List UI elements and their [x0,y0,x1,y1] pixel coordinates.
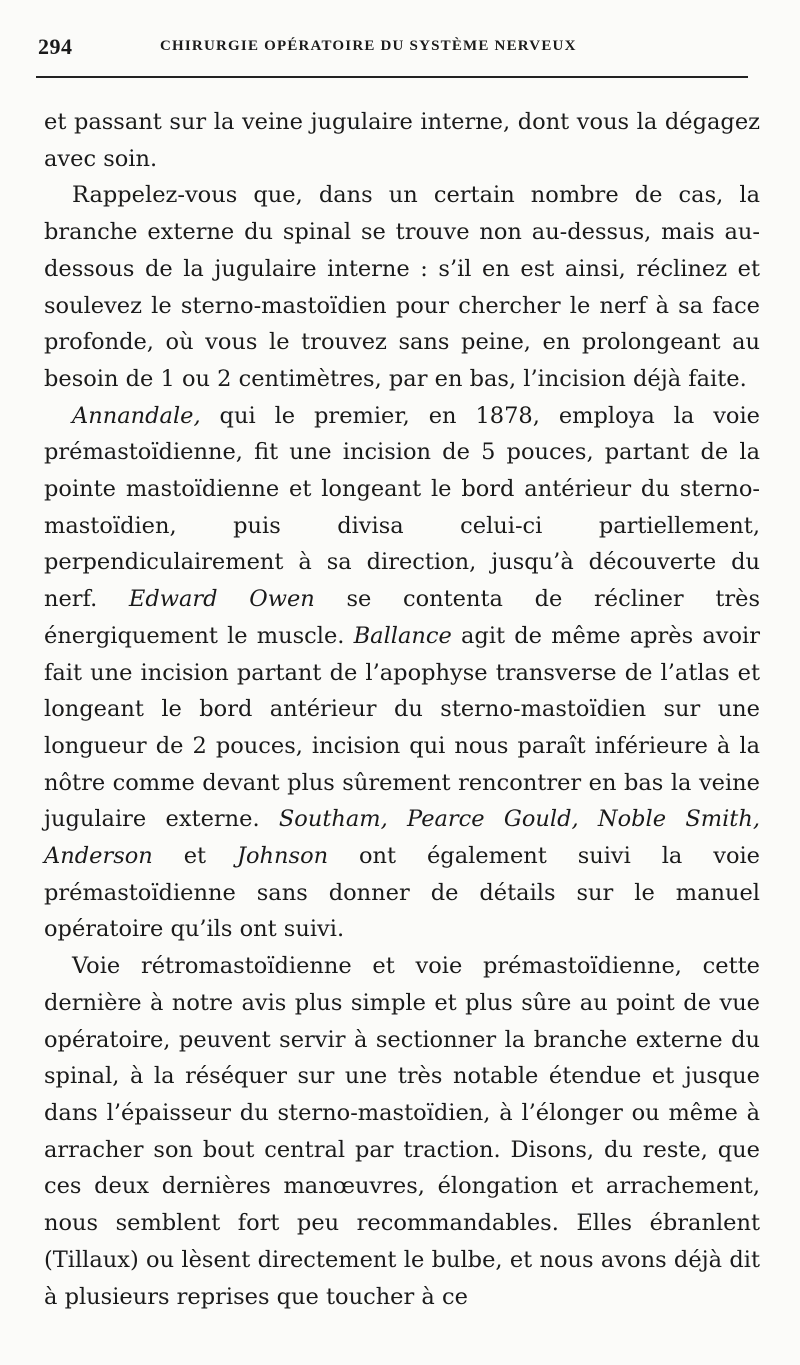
authors-list: Southam, Pearce Gould, Noble Smith, Anderson [44,806,760,870]
text-segment: agit de même après avoir fait une incision partant de l’apophyse transverse de l’atlas et longeant le bord antérieur du sterno-mastoïdien sur une longueur de 2 pouces, incision qui nous paraît inférieure à la nôtre comme devant plus sûrement rencontrer en bas la veine jugulaire externe. [44,622,760,833]
paragraph-continued: et passant sur la veine jugulaire interne, dont vous la dégagez avec soin. [44,109,760,172]
running-title: CHIRURGIE OPÉRATOIRE DU SYSTÈME NERVEUX [160,38,577,54]
text-segment: qui le premier, en 1878, employa la voie prémastoïdienne, fit une incision de 5 pouces, partant de la pointe mastoïdienne et longeant le bord antérieur du sterno-mastoïdien, puis divisa celui-ci partiellement, perpendiculairement à sa direction, jusqu’à découverte du nerf. [44,402,760,613]
text-segment: se contenta de récliner très énergiquement le muscle. [44,586,760,649]
header-rule [36,76,748,78]
author-annandale: Annandale, [72,402,201,429]
page-header [38,34,758,60]
page-number: 294 [38,34,73,59]
author-ballance: Ballance [353,622,452,649]
text-segment: ont également suivi la voie prémastoïdienne sans donner de détails sur le manuel opératoire qu’ils ont suivi. [44,843,761,943]
author-johnson: Johnson [236,843,329,870]
paragraph-annandale [44,398,760,949]
author-owen: Edward Owen [128,586,315,613]
paragraph-voie: Voie rétromastoïdienne et voie prémastoïdienne, cette dernière à notre avis plus simple et plus sûre au point de vue opératoire, peuvent servir à sectionner la branche externe du spinal, à la réséquer sur une très notable étendue et jusque dans l’épaisseur du sterno-mastoïdien, à l’élonger ou même à arracher son bout central par traction. Disons, du reste, que ces deux dernières manœuvres, élongation et arrachement, nous semblent fort peu recommandables. Elles ébranlent (Tillaux) ou lèsent directement le bulbe, et nous avons déjà dit à plusieurs reprises que toucher à ce [44,953,760,1310]
text-segment: et [152,843,237,870]
body-text [44,104,760,1315]
paragraph-rappelez: Rappelez-vous que, dans un certain nombre de cas, la branche externe du spinal se trouve non au-dessus, mais au-dessous de la jugulaire interne : s’il en est ainsi, réclinez et soulevez le sterno-mastoïdien pour chercher le nerf à sa face profonde, où vous le trouvez sans peine, en prolongeant au besoin de 1 ou 2 centimètres, par en bas, l’incision déjà faite. [44,182,760,392]
